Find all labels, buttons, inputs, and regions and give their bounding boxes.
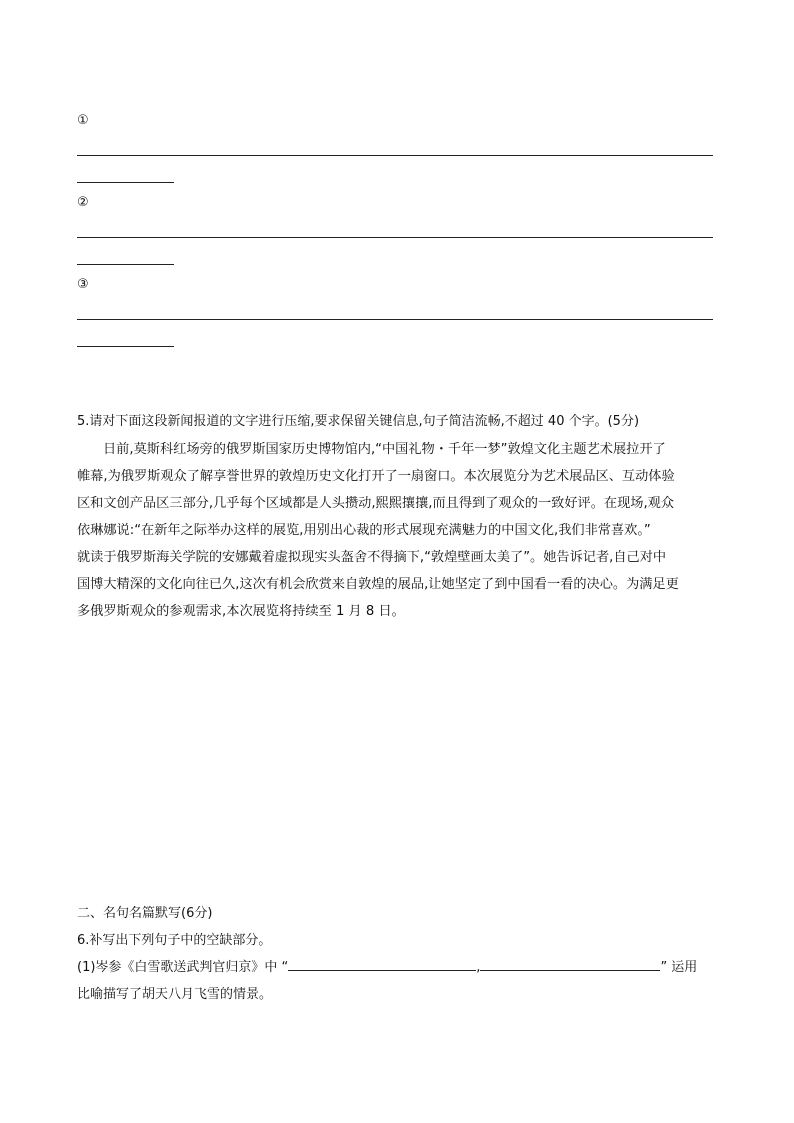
question-5-prompt: 5.请对下面这段新闻报道的文字进行压缩,要求保留关键信息,句子简洁流畅,不超过 40 个字。(5分): [77, 414, 640, 429]
answer-line-3a[interactable]: [77, 319, 713, 320]
answer-line-2a[interactable]: [77, 237, 713, 238]
answer-line-1a[interactable]: [77, 155, 713, 156]
news-passage: [77, 436, 717, 625]
question-6-item-1: [77, 954, 697, 981]
answer-marker-2: ②: [77, 195, 89, 210]
answer-line-1b[interactable]: [77, 182, 174, 183]
question-6-item-1-line-2: 比喻描写了胡天八月飞雪的情景。: [77, 987, 273, 1002]
answer-line-3b[interactable]: [77, 346, 174, 347]
passage-line: 区和文创产品区三部分,几乎每个区域都是人头攒动,熙熙攘攘,而且得到了观众的一致好评。在现场,观众: [77, 496, 675, 511]
passage-line: 帷幕,为俄罗斯观众了解享誉世界的敦煌历史文化打开了一扇窗口。本次展览分为艺术展品区、互动体验: [77, 469, 675, 484]
answer-marker-3: ③: [77, 277, 89, 292]
fill-blank-2[interactable]: [480, 956, 660, 971]
section-2-heading: 二、名句名篇默写(6分): [77, 906, 213, 921]
item-1-separator: ,: [476, 960, 481, 975]
answer-marker-1: ①: [77, 113, 89, 128]
item-1-before: (1)岑参《白雪歌送武判官归京》中 “: [77, 960, 289, 975]
passage-line: 就读于俄罗斯海关学院的安娜戴着虚拟现实头盔舍不得摘下,“敦煌壁画太美了”。她告诉记者,自己对中: [77, 550, 667, 565]
fill-blank-1[interactable]: [288, 956, 476, 971]
passage-line: 日前,莫斯科红场旁的俄罗斯国家历史博物馆内,“中国礼物・千年一梦”敦煌文化主题艺术展拉开了: [103, 442, 666, 457]
passage-line: 依琳娜说:“在新年之际举办这样的展览,用别出心裁的形式展现充满魅力的中国文化,我们非常喜欢。”: [77, 523, 651, 538]
passage-line: 国博大精深的文化向往已久,这次有机会欣赏来自敦煌的展品,让她坚定了到中国看一看的决心。为满足更: [77, 577, 679, 592]
answer-line-2b[interactable]: [77, 264, 174, 265]
question-6-prompt: 6.补写出下列句子中的空缺部分。: [77, 933, 272, 948]
passage-line: 多俄罗斯观众的参观需求,本次展览将持续至 1 月 8 日。: [77, 604, 405, 619]
item-1-after: ” 运用: [660, 960, 698, 975]
